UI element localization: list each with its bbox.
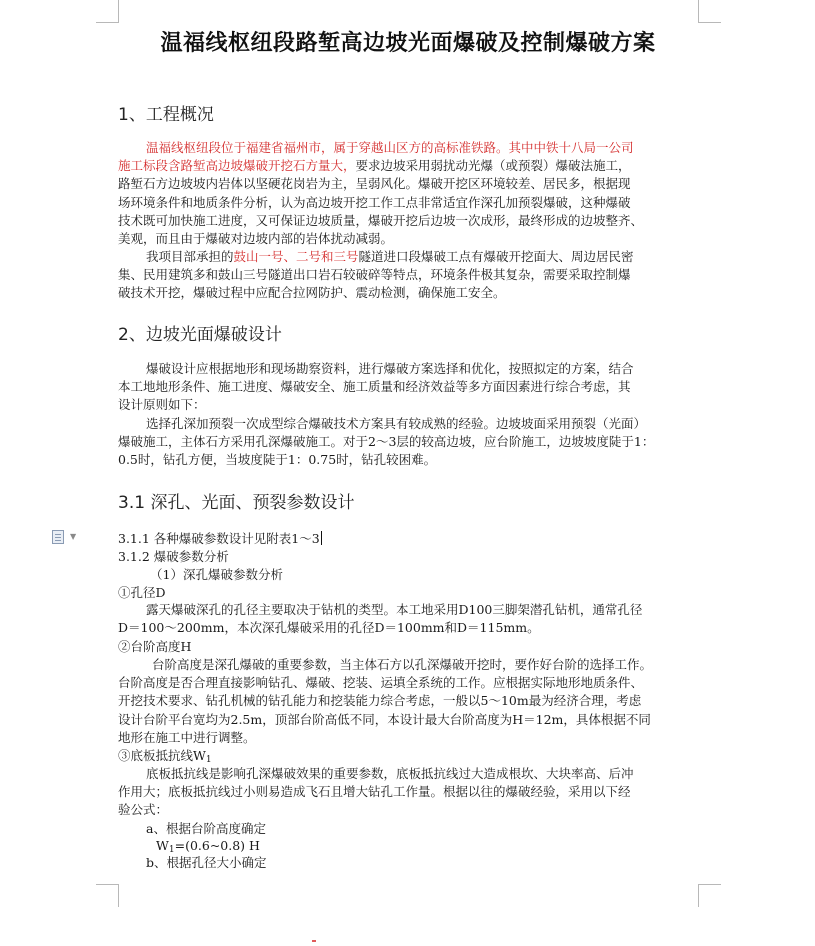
param-hole-diameter-label: ①孔径D <box>118 585 166 600</box>
page-corner-mark-bottom-right <box>698 884 721 907</box>
section-heading-3-1: 3.1 深孔、光面、预裂参数设计 <box>118 493 355 513</box>
chevron-down-icon[interactable]: ▼ <box>70 532 77 541</box>
formula-w1: $W_1=(0.6\sim 0.8)$ H <box>156 838 260 855</box>
section-heading-2: 2、边坡光面爆破设计 <box>118 325 282 345</box>
param-bottom-burden-text <box>118 765 698 820</box>
subsection-3-1-2: 3.1.2 爆破参数分析 <box>118 549 229 564</box>
section-2-paragraph-1 <box>118 360 698 415</box>
paragraph-line: 集、民用建筑多和鼓山三号隧道出口岩石较破碎等特点，环境条件极其复杂，需要采取控制爆 <box>118 267 631 283</box>
list-item-a: a、根据台阶高度确定 <box>146 821 266 836</box>
paragraph-line: 选择孔深加预裂一次成型综合爆破技术方案具有较成熟的经验。边坡坡面采用预裂（光面） <box>146 416 647 431</box>
subsection-3-1-1[interactable]: 3.1.1 各种爆破参数设计见附表1～3 <box>118 531 320 546</box>
page-corner-mark-bottom-left <box>96 884 119 907</box>
paragraph-line: 设计原则如下： <box>118 397 206 413</box>
paragraph-line: 美观，而且由于爆破对边坡内部的岩体扰动减弱。 <box>118 231 394 247</box>
paragraph-line: 路堑石方边坡坡内岩体以坚硬花岗岩为主，呈弱风化。爆破开挖区环境较差、居民多，根据现 <box>118 176 631 192</box>
next-page-mark <box>312 940 316 942</box>
paragraph-line: 底板抵抗线是影响孔深爆破效果的重要参数，底板抵抗线过大造成根坎、大块率高、后冲 <box>146 766 634 781</box>
subsection-3-1-2-item-1: （1）深孔爆破参数分析 <box>150 567 283 582</box>
paragraph-line: 开挖技术要求、钻孔机械的钻孔能力和挖装能力综合考虑，一般以5～10m最为经济合理，考虑 <box>118 693 642 709</box>
paragraph-line: 露天爆破深孔的孔径主要取决于钻机的类型。本工地采用D100三脚架潜孔钻机，通常孔径 <box>146 602 643 617</box>
paragraph-line: D＝100～200mm，本次深孔爆破采用的孔径D＝100mm和D＝115mm。 <box>118 620 540 636</box>
param-bench-height-label: ②台阶高度H <box>118 639 192 654</box>
paragraph-line: 破技术开挖，爆破过程中应配合拉网防护、震动检测，确保施工安全。 <box>118 285 506 301</box>
paragraph-line: 本工地地形条件、施工进度、爆破安全、施工质量和经济效益等多方面因素进行综合考虑，其 <box>118 379 631 395</box>
paragraph-line: 设计台阶平台宽均为2.5m，顶部台阶高低不同，本设计最大台阶高度为H＝12m，具体根据不同 <box>118 711 651 727</box>
document-icon[interactable] <box>52 530 64 544</box>
text-cursor <box>321 531 322 545</box>
paragraph-line: 验公式： <box>118 802 169 818</box>
paragraph-line: 技术既可加快施工进度，又可保证边坡质量，爆破开挖后边坡一次成形，最终形成的边坡整齐、 <box>118 212 644 228</box>
paragraph-line: 我项目部承担的鼓山一号、二号和三号隧道进口段爆破工点有爆破开挖面大、周边居民密 <box>146 249 634 264</box>
section-1-paragraph-2 <box>118 248 698 303</box>
paragraph-line: 0.5时，钻孔方便，当坡度陡于1：0.75时，钻孔较困难。 <box>118 452 437 468</box>
section-1-paragraph-1 <box>118 139 698 248</box>
paragraph-line: 爆破施工，主体石方采用孔深爆破施工。对于2～3层的较高边坡，应台阶施工，边坡坡度陡于1： <box>118 434 655 450</box>
paragraph-line: 地形在施工中进行调整。 <box>118 729 256 745</box>
section-2-paragraph-2 <box>118 415 698 470</box>
paragraph-line: 爆破设计应根据地形和现场勘察资料，进行爆破方案选择和优化，按照拟定的方案，结合 <box>146 361 634 376</box>
param-bench-height-text <box>118 656 698 747</box>
list-item-b: b、根据孔径大小确定 <box>146 855 267 870</box>
paragraph-line: 作用大；底板抵抗线过小则易造成飞石且增大钻孔工作量。根据以往的爆破经验，采用以下经 <box>118 784 631 800</box>
param-hole-diameter-text <box>118 601 698 637</box>
paragraph-line: 台阶高度是深孔爆破的重要参数，当主体石方以孔深爆破开挖时，要作好台阶的选择工作。 <box>152 657 653 672</box>
section-heading-1: 1、工程概况 <box>118 105 214 125</box>
paragraph-line: 温福线枢纽段位于福建省福州市，属于穿越山区方的高标准铁路。其中中铁十八局一公司 <box>146 140 634 155</box>
paragraph-line: 场环境条件和地质条件分析，认为高边坡开挖工作工点非常适宜作深孔加预裂爆破，这种爆破 <box>118 194 631 210</box>
page-corner-mark-top-right <box>698 0 721 23</box>
paragraph-line: 施工标段含路堑高边坡爆破开挖石方量大，要求边坡采用弱扰动光爆（或预裂）爆破法施工， <box>118 158 631 174</box>
page-corner-mark-top-left <box>96 0 119 23</box>
param-bottom-burden-label: ③底板抵抗线$W_1$ <box>118 748 212 765</box>
page-title: 温福线枢纽段路堑高边坡光面爆破及控制爆破方案 <box>160 31 656 56</box>
paragraph-line: 台阶高度是否合理直接影响钻孔、爆破、挖装、运填全系统的工作。应根据实际地形地质条件、 <box>118 675 644 691</box>
